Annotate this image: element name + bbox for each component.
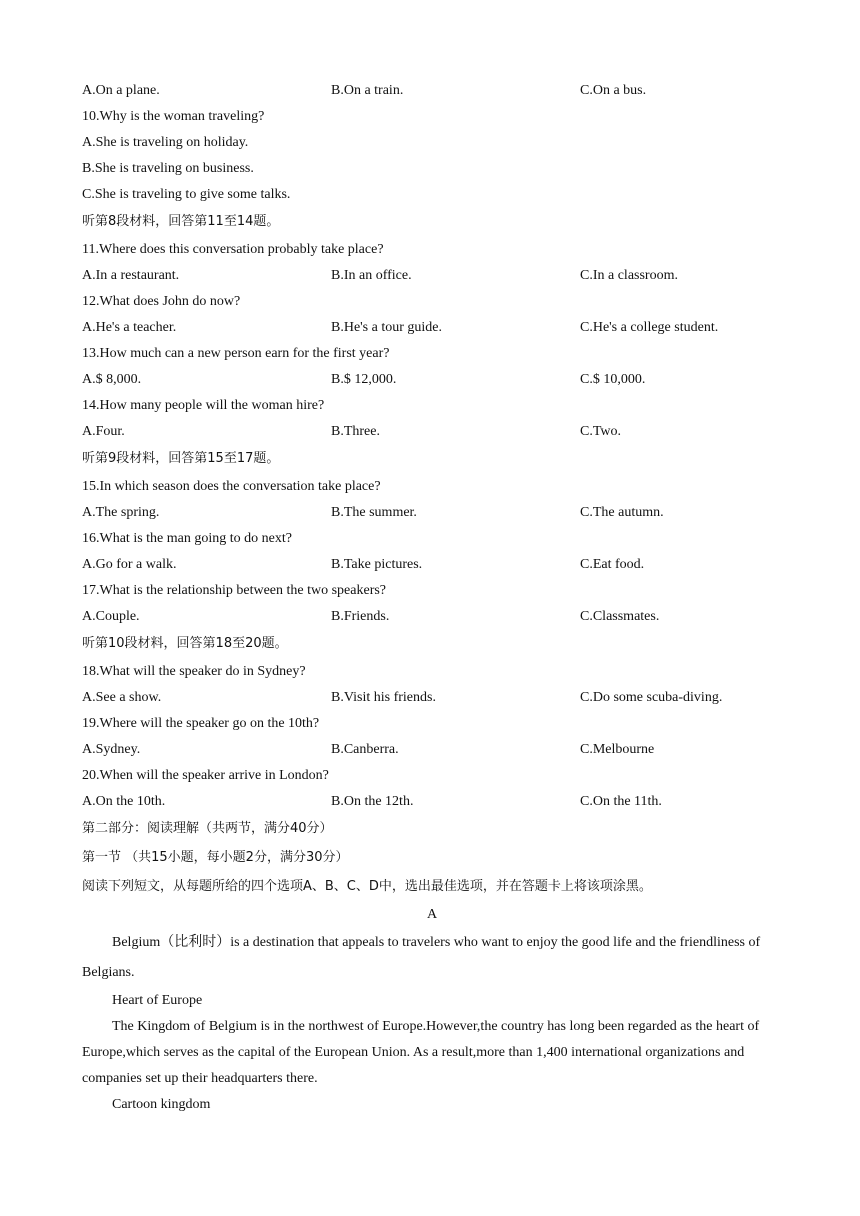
q11-option-a: A.In a restaurant. (82, 268, 180, 283)
q10-option-b: B.She is traveling on business. (82, 161, 254, 176)
q12-option-a: A.He's a teacher. (82, 320, 177, 335)
part-two-title: 第二部分：阅读理解（共两节，满分40分） (82, 821, 333, 836)
q12-options (82, 315, 782, 341)
q9-option-c: C.On a bus. (580, 83, 647, 98)
q18-option-c: C.Do some scuba-diving. (580, 690, 723, 705)
q18-options (82, 685, 782, 711)
passage-heading-1: Heart of Europe (112, 993, 203, 1008)
q15-options (82, 500, 782, 526)
q18-question: 18.What will the speaker do in Sydney? (82, 664, 306, 679)
q14-question: 14.How many people will the woman hire? (82, 398, 325, 413)
passage-label: A (426, 907, 438, 922)
instruction-section-9: 听第9段材料，回答第15至17题。 (82, 451, 280, 466)
q12-question: 12.What does John do now? (82, 294, 241, 309)
q9-option-b: B.On a train. (331, 83, 404, 98)
q19-options (82, 737, 782, 763)
q11-options (82, 263, 782, 289)
q12-option-b: B.He's a tour guide. (331, 320, 443, 335)
q20-option-a: A.On the 10th. (82, 794, 166, 809)
q15-question: 15.In which season does the conversation take place? (82, 479, 381, 494)
q12-option-c: C.He's a college student. (580, 320, 719, 335)
q19-option-b: B.Canberra. (331, 742, 399, 757)
q17-option-b: B.Friends. (331, 609, 390, 624)
q18-option-b: B.Visit his friends. (331, 690, 436, 705)
q9-options (82, 78, 782, 104)
q13-option-c: C.$ 10,000. (580, 372, 646, 387)
q15-option-b: B.The summer. (331, 505, 417, 520)
q16-option-c: C.Eat food. (580, 557, 645, 572)
q14-option-c: C.Two. (580, 424, 622, 439)
q14-option-a: A.Four. (82, 424, 125, 439)
reading-instruction: 阅读下列短文，从每题所给的四个选项A、B、C、D中，选出最佳选项，并在答题卡上将该项涂黑。 (82, 879, 652, 894)
q16-option-b: B.Take pictures. (331, 557, 423, 572)
q17-option-c: C.Classmates. (580, 609, 660, 624)
q14-options (82, 419, 782, 445)
instruction-section-10: 听第10段材料，回答第18至20题。 (82, 636, 288, 651)
q17-option-a: A.Couple. (82, 609, 140, 624)
q16-option-a: A.Go for a walk. (82, 557, 177, 572)
section-one-title: 第一节 （共15小题，每小题2分，满分30分） (82, 850, 349, 865)
q11-question: 11.Where does this conversation probably take place? (82, 242, 384, 257)
q17-options (82, 604, 782, 630)
q13-options (82, 367, 782, 393)
q20-option-c: C.On the 11th. (580, 794, 662, 809)
q16-question: 16.What is the man going to do next? (82, 531, 292, 546)
q11-option-b: B.In an office. (331, 268, 412, 283)
exam-page (82, 78, 782, 1118)
instruction-section-8: 听第8段材料，回答第11至14题。 (82, 214, 280, 229)
q10-option-c: C.She is traveling to give some talks. (82, 187, 291, 202)
q15-option-a: A.The spring. (82, 505, 160, 520)
q15-option-c: C.The autumn. (580, 505, 664, 520)
q9-option-a: A.On a plane. (82, 83, 160, 98)
passage-intro: Belgium（比利时）is a destination that appeals to travelers who want to enjoy the good life and the friendliness of Belgians. (82, 935, 761, 980)
q11-option-c: C.In a classroom. (580, 268, 678, 283)
q10-question: 10.Why is the woman traveling? (82, 109, 265, 124)
q14-option-b: B.Three. (331, 424, 380, 439)
passage-paragraph-1: The Kingdom of Belgium is in the northwest of Europe.However,the country has long been regarded as the heart of Europe,which serves as the capital of the European Union. As a result,more than 1,400 international organizations and companies set up their headquarters there. (82, 1019, 760, 1086)
q19-option-c: C.Melbourne (580, 742, 655, 757)
q19-option-a: A.Sydney. (82, 742, 141, 757)
q18-option-a: A.See a show. (82, 690, 162, 705)
passage-heading-2: Cartoon kingdom (112, 1097, 211, 1112)
q10-option-a: A.She is traveling on holiday. (82, 135, 249, 150)
q17-question: 17.What is the relationship between the two speakers? (82, 583, 387, 598)
q16-options (82, 552, 782, 578)
q19-question: 19.Where will the speaker go on the 10th? (82, 716, 320, 731)
q13-question: 13.How much can a new person earn for the first year? (82, 346, 390, 361)
q20-option-b: B.On the 12th. (331, 794, 414, 809)
q20-options (82, 789, 782, 815)
q13-option-a: A.$ 8,000. (82, 372, 142, 387)
q13-option-b: B.$ 12,000. (331, 372, 397, 387)
q20-question: 20.When will the speaker arrive in London? (82, 768, 329, 783)
